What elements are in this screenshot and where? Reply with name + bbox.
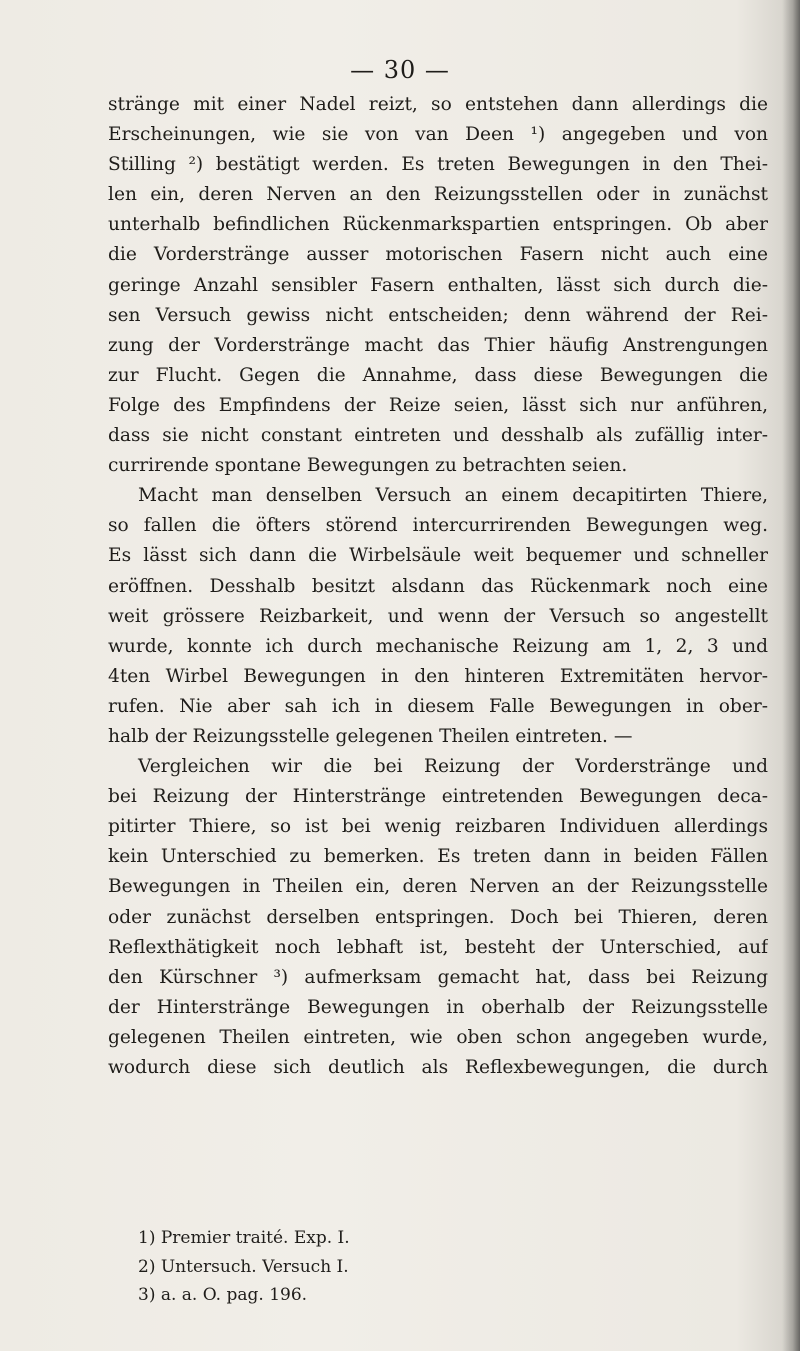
text-line: halb der Reizungsstelle gelegenen Theilen eintreten. —	[108, 725, 633, 747]
text-line: wodurch diese sich deutlich als Reflexbewegungen, die durch	[108, 1057, 768, 1078]
text-line: zur Flucht. Gegen die Annahme, dass diese Bewegungen die	[108, 364, 768, 386]
text-line: bei Reizung der Hinterstränge eintretenden Bewegungen deca-	[108, 786, 768, 808]
text-line: oder zunächst derselben entspringen. Doch bei Thieren, deren	[108, 906, 768, 928]
text-line: Erscheinungen, wie sie von van Deen ¹) angegeben und von	[108, 124, 768, 146]
text-line: eröffnen. Desshalb besitzt alsdann das Rückenmark noch eine	[108, 575, 768, 597]
footnote: 3) a. a. O. pag. 196.	[138, 1285, 308, 1305]
text-line: Bewegungen in Theilen ein, deren Nerven an der Reizungsstelle	[108, 876, 768, 898]
text-line: geringe Anzahl sensibler Fasern enthalten, lässt sich durch die-	[108, 274, 768, 296]
text-line: pitirter Thiere, so ist bei wenig reizbaren Individuen allerdings	[108, 816, 768, 838]
text-line: rufen. Nie aber sah ich in diesem Falle Bewegungen in ober-	[108, 695, 768, 717]
text-line: unterhalb befindlichen Rückenmarkspartien entspringen. Ob aber	[108, 214, 768, 236]
text-line: currirende spontane Bewegungen zu betrachten seien.	[108, 455, 628, 477]
text-line: weit grössere Reizbarkeit, und wenn der Versuch so angestellt	[108, 605, 768, 627]
text-line: gelegenen Theilen eintreten, wie oben schon angegeben wurde,	[108, 1026, 768, 1048]
text-line: len ein, deren Nerven an den Reizungsstellen oder in zunächst	[108, 184, 768, 206]
text-line: dass sie nicht constant eintreten und desshalb als zufällig inter-	[108, 425, 768, 447]
text-line: die Vorderstränge ausser motorischen Fasern nicht auch eine	[108, 244, 768, 266]
text-line: den Kürschner ³) aufmerksam gemacht hat, dass bei Reizung	[108, 966, 768, 988]
footnote: 2) Untersuch. Versuch I.	[138, 1256, 349, 1277]
text-line: so fallen die öfters störend intercurrirenden Bewegungen weg.	[108, 515, 768, 537]
text-line: Stilling ²) bestätigt werden. Es treten Bewegungen in den Thei-	[108, 154, 768, 176]
page-number: — 30 —	[350, 56, 450, 84]
body-text	[108, 90, 768, 1083]
text-line: stränge mit einer Nadel reizt, so entstehen dann allerdings die	[108, 94, 768, 115]
text-line: sen Versuch gewiss nicht entscheiden; denn während der Rei-	[108, 304, 768, 326]
text-line: Vergleichen wir die bei Reizung der Vorderstränge und	[138, 756, 768, 778]
page-edge-shadow	[782, 0, 800, 1351]
text-line: zung der Vorderstränge macht das Thier häufig Anstrengungen	[108, 334, 768, 356]
text-line: Folge des Empfindens der Reize seien, lässt sich nur anführen,	[108, 394, 768, 416]
text-line: kein Unterschied zu bemerken. Es treten dann in beiden Fällen	[108, 846, 768, 868]
text-line: der Hinterstränge Bewegungen in oberhalb der Reizungsstelle	[108, 996, 768, 1018]
text-line: Reflexthätigkeit noch lebhaft ist, besteht der Unterschied, auf	[108, 936, 768, 958]
text-line: 4ten Wirbel Bewegungen in den hinteren Extremitäten hervor-	[108, 665, 768, 687]
text-line: Es lässt sich dann die Wirbelsäule weit bequemer und schneller	[108, 545, 768, 567]
footnotes	[138, 1224, 638, 1310]
footnote: 1) Premier traité. Exp. I.	[138, 1228, 350, 1248]
text-line: Macht man denselben Versuch an einem decapitirten Thiere,	[138, 485, 768, 507]
text-line: wurde, konnte ich durch mechanische Reizung am 1, 2, 3 und	[108, 635, 768, 657]
